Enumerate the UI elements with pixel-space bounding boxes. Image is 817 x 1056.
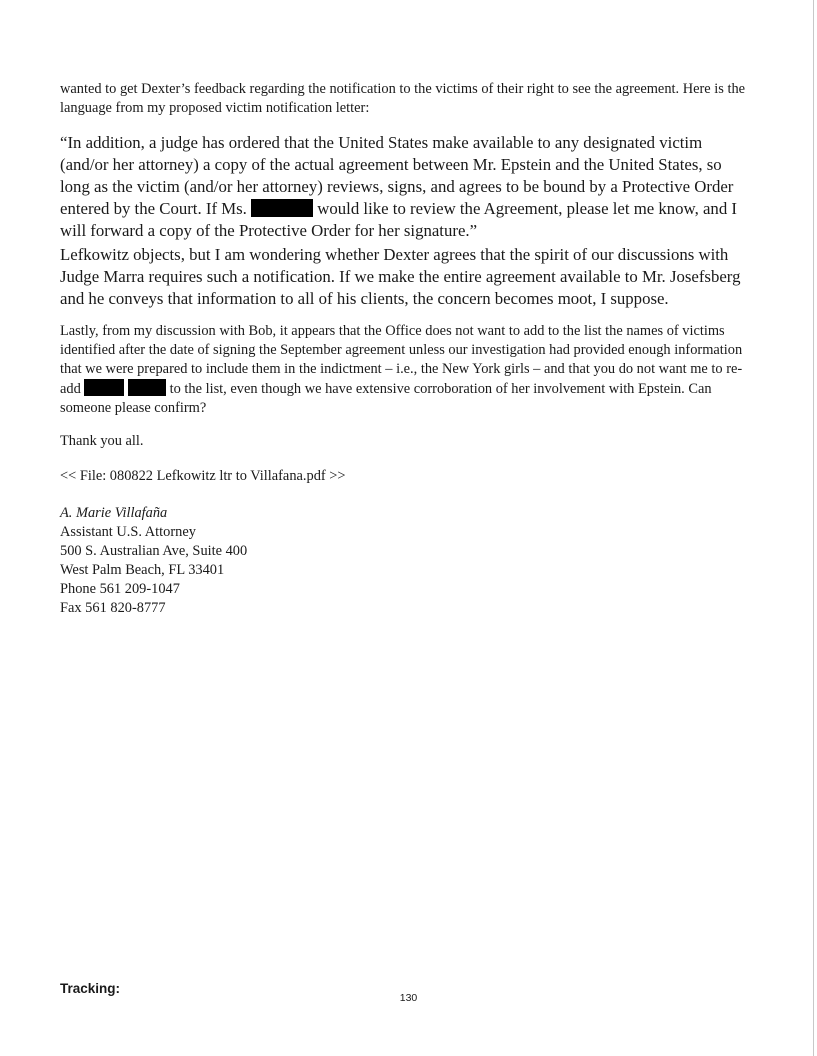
victim-list-text-part2: to the list, even though we have extensive corroboration of her involvement with Epstein. Can someone please confirm? (60, 381, 712, 416)
redaction-block (128, 379, 166, 396)
victim-list-text-part1: Lastly, from my discussion with Bob, it appears that the Office does not want to add to the list the names of victims identified after the date of signing the September agreement unless our investigation had provided enough information that we were prepared to include them in the indictment – i.e., the New York girls – and that you do not want me to re-add (60, 323, 743, 397)
paragraph-notification-quote (60, 132, 750, 242)
signature-title: Assistant U.S. Attorney (60, 524, 196, 540)
tracking-label: Tracking: (60, 981, 121, 996)
paragraph-objection: Lefkowitz objects, but I am wondering whether Dexter agrees that the spirit of our discussions with Judge Marra requires such a notification. If we make the entire agreement available to Mr. Josefsberg and he conveys that information to all of his clients, the concern becomes moot, I suppose. (60, 245, 741, 308)
paragraph-victim-list (60, 322, 750, 418)
redaction-block (251, 199, 313, 217)
attachment-reference: << File: 080822 Lefkowitz ltr to Villafana.pdf >> (60, 468, 346, 484)
quote-text-part2: would like to review the Agreement, please let me know, and I will forward a copy of the Protective Order for her signature.” (60, 199, 737, 240)
signature-block (60, 504, 460, 618)
signature-fax: Fax 561 820-8777 (60, 600, 166, 616)
paragraph-feedback: wanted to get Dexter’s feedback regarding the notification to the victims of their right to see the agreement. Here is the language from my proposed victim notification letter: (60, 81, 746, 116)
page-number: 130 (399, 992, 418, 1004)
page-edge (813, 0, 814, 1056)
redaction-block (84, 379, 124, 396)
signature-phone: Phone 561 209-1047 (60, 581, 180, 597)
quote-text-part1: “In addition, a judge has ordered that the United States make available to any designated victim (and/or her attorney) a copy of the actual agreement between Mr. Epstein and the United States, so long as the victim (and/or her attorney) reviews, signs, and agrees to be bound by a Protective Order entered by the Court. If Ms. (60, 133, 734, 218)
signature-address-line2: West Palm Beach, FL 33401 (60, 562, 225, 578)
paragraph-thanks: Thank you all. (60, 433, 144, 449)
signature-name: A. Marie Villafaña (60, 505, 168, 521)
signature-address-line1: 500 S. Australian Ave, Suite 400 (60, 543, 248, 559)
